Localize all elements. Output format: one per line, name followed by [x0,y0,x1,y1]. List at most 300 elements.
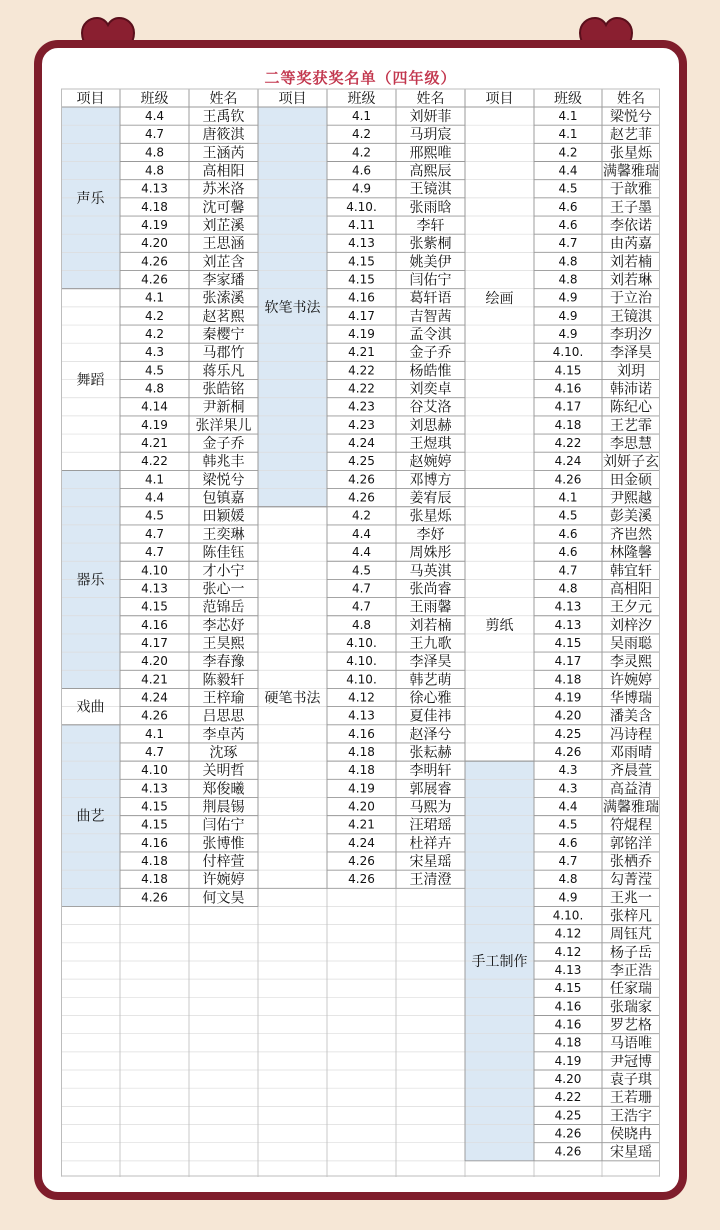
class-cell: 4.9 [558,290,578,305]
name-cell: 王镜淇 [610,308,652,325]
name-cell: 张博惟 [202,835,245,852]
class-cell: 4.6 [558,526,578,541]
class-cell: 4.12 [554,926,582,941]
class-cell: 4.18 [348,744,375,759]
name-cell: 姚美伊 [409,254,452,271]
column-header: 姓名 [209,91,238,107]
class-cell: 4.7 [558,853,578,868]
category-label: 软笔书法 [264,299,321,316]
class-cell: 4.23 [348,417,375,432]
name-cell: 刘妍菲 [409,109,452,125]
class-cell: 4.8 [558,872,578,887]
award-table [61,64,660,1177]
name-cell: 李家璠 [202,272,245,289]
class-cell: 4.1 [558,490,578,505]
class-cell: 4.2 [351,508,372,523]
class-cell: 4.26 [141,890,168,905]
name-cell: 沈琢 [209,744,238,761]
class-cell: 4.4 [351,526,372,541]
name-cell: 张皓铭 [202,381,245,398]
name-cell: 李思慧 [610,436,652,453]
class-cell: 4.7 [144,744,165,759]
name-cell: 满馨雅瑞 [603,163,659,180]
name-cell: 张紫桐 [409,236,452,253]
class-cell: 4.24 [348,835,375,850]
name-cell: 高熙辰 [409,163,452,180]
class-cell: 4.15 [141,799,168,814]
name-cell: 陈纪心 [610,399,652,416]
name-cell: 韩艺萌 [409,672,452,689]
name-cell: 罗艺格 [610,1017,652,1034]
name-cell: 王思涵 [202,236,245,253]
name-cell: 勾菁滢 [610,872,652,889]
name-cell: 于歆雅 [610,181,652,198]
name-cell: 李明轩 [409,763,452,780]
class-cell: 4.19 [141,417,168,432]
class-cell: 4.15 [141,599,168,614]
category-label: 曲艺 [76,808,105,825]
class-cell: 4.7 [558,236,578,251]
class-cell: 4.17 [554,399,582,414]
class-cell: 4.14 [141,399,168,414]
name-cell: 夏佳祎 [409,708,452,725]
class-cell: 4.7 [144,526,165,541]
name-cell: 范锦岳 [202,599,245,616]
name-cell: 蒋乐凡 [202,363,245,380]
category-label: 硬笔书法 [264,690,321,707]
class-cell: 4.7 [558,563,578,578]
name-cell: 苏米洛 [202,181,245,198]
class-cell: 4.22 [141,454,168,469]
class-cell: 4.17 [348,308,375,323]
name-cell: 王奕琳 [202,526,245,543]
class-cell: 4.8 [351,617,372,632]
class-cell: 4.19 [348,781,375,796]
class-cell: 4.26 [348,853,375,868]
name-cell: 郭铭洋 [610,835,652,852]
class-cell: 4.16 [348,290,375,305]
name-cell: 马熙为 [409,799,452,816]
name-cell: 杨皓惟 [409,363,452,380]
name-cell: 李灵熙 [610,654,652,671]
name-cell: 王若珊 [610,1090,652,1107]
class-cell: 4.26 [554,744,582,759]
class-cell: 4.26 [554,1126,582,1141]
class-cell: 4.15 [554,981,582,996]
class-cell: 4.18 [554,1035,582,1050]
class-cell: 4.16 [554,1017,582,1032]
class-cell: 4.4 [351,545,372,560]
class-cell: 4.21 [348,817,375,832]
name-cell: 韩兆丰 [202,454,245,471]
class-cell: 4.7 [144,545,165,560]
name-cell: 满馨雅瑞 [603,799,659,816]
name-cell: 张溹溪 [202,290,245,307]
class-cell: 4.3 [558,763,578,778]
name-cell: 林隆馨 [610,545,652,562]
class-cell: 4.1 [144,472,165,487]
name-cell: 王雨馨 [409,599,452,616]
name-cell: 赵艺菲 [610,127,652,144]
name-cell: 吕思思 [202,708,245,725]
class-cell: 4.26 [348,872,375,887]
name-cell: 袁子琪 [610,1072,652,1089]
class-cell: 4.23 [348,399,375,414]
class-cell: 4.2 [351,127,372,142]
name-cell: 马玥宸 [409,127,452,144]
class-cell: 4.2 [144,327,165,342]
class-cell: 4.16 [141,617,168,632]
name-cell: 荆晨锡 [202,799,245,816]
class-cell: 4.4 [144,490,165,505]
name-cell: 李轩 [416,218,445,235]
name-cell: 李正浩 [610,962,652,979]
class-cell: 4.19 [554,690,582,705]
class-cell: 4.6 [558,218,578,233]
class-cell: 4.15 [554,635,582,650]
class-cell: 4.10. [552,908,584,923]
class-cell: 4.16 [348,726,375,741]
class-cell: 4.3 [558,781,578,796]
name-cell: 金子乔 [202,436,245,453]
class-cell: 4.13 [554,617,582,632]
class-cell: 4.20 [554,1072,582,1087]
class-cell: 4.7 [351,581,372,596]
name-cell: 张星烁 [409,508,452,525]
class-cell: 4.18 [141,853,168,868]
class-cell: 4.8 [144,381,165,396]
name-cell: 郭展睿 [409,781,452,798]
class-cell: 4.1 [144,290,165,305]
name-cell: 姜宥辰 [409,490,452,507]
column-header: 姓名 [416,91,445,107]
name-cell: 刘若楠 [610,254,652,271]
name-cell: 谷艾洛 [409,399,452,416]
name-cell: 潘美含 [610,708,652,725]
class-cell: 4.25 [348,454,375,469]
class-cell: 4.3 [144,345,165,360]
class-cell: 4.5 [558,181,578,196]
class-cell: 4.5 [558,817,578,832]
class-cell: 4.17 [554,654,582,669]
name-cell: 付梓萱 [202,853,245,870]
class-cell: 4.6 [558,545,578,560]
name-cell: 高相阳 [610,581,652,598]
column-header: 班级 [140,91,169,107]
class-cell: 4.13 [554,962,582,977]
class-cell: 4.13 [348,708,375,723]
name-cell: 关明哲 [202,763,245,780]
name-cell: 齐晨萱 [610,763,652,780]
name-cell: 梁悦兮 [202,472,245,489]
class-cell: 4.24 [141,690,168,705]
class-cell: 4.20 [554,708,582,723]
name-cell: 尹冠博 [610,1053,652,1070]
class-cell: 4.21 [141,436,168,451]
name-cell: 宋星瑶 [610,1144,652,1161]
name-cell: 高益清 [610,781,652,798]
class-cell: 4.7 [144,127,165,142]
name-cell: 赵泽兮 [409,726,452,743]
name-cell: 张心一 [202,581,245,598]
class-cell: 4.19 [141,218,168,233]
name-cell: 田金硕 [610,472,652,489]
page-title: 二等奖获奖名单（四年级） [264,69,457,87]
name-cell: 秦樱宁 [202,327,245,344]
column-header: 班级 [347,91,376,107]
class-cell: 4.10. [346,654,377,669]
name-cell: 尹熙越 [610,490,652,507]
name-cell: 赵茗熙 [202,308,245,325]
class-cell: 4.9 [351,181,372,196]
name-cell: 宋星瑶 [409,853,452,870]
column-header: 姓名 [617,91,645,107]
name-cell: 刘梓汐 [610,617,652,634]
class-cell: 4.12 [348,690,375,705]
class-cell: 4.26 [348,472,375,487]
class-cell: 4.21 [348,345,375,360]
name-cell: 张星烁 [610,145,652,162]
class-cell: 4.1 [558,109,578,123]
class-cell: 4.1 [144,726,165,741]
name-cell: 闫佑宁 [202,817,245,834]
name-cell: 李泽昊 [409,654,452,671]
class-cell: 4.2 [351,145,372,160]
class-cell: 4.2 [144,308,165,323]
name-cell: 赵婉婷 [409,454,452,471]
class-cell: 4.13 [554,599,582,614]
name-cell: 李玥汐 [610,327,652,344]
name-cell: 马语唯 [610,1035,652,1052]
class-cell: 4.5 [558,508,578,523]
name-cell: 许婉婷 [610,672,652,689]
name-cell: 张栖乔 [610,853,652,870]
class-cell: 4.26 [141,272,168,287]
class-cell: 4.13 [348,236,375,251]
name-cell: 王浩宇 [610,1108,652,1125]
name-cell: 李春豫 [202,654,245,671]
award-sheet [61,64,660,1177]
class-cell: 4.11 [348,218,375,233]
class-cell: 4.10 [141,563,168,578]
class-cell: 4.17 [141,635,168,650]
name-cell: 才小宁 [202,563,245,580]
name-cell: 邢熙唯 [409,145,452,162]
name-cell: 孟令淇 [409,327,452,344]
name-cell: 由芮嘉 [610,236,652,253]
name-cell: 刘玥 [617,363,645,380]
name-cell: 王夕元 [610,599,652,616]
category-label: 剪纸 [485,617,514,634]
name-cell: 韩宜轩 [610,563,652,580]
category-label: 器乐 [76,572,105,589]
name-cell: 李泽昊 [610,345,652,362]
name-cell: 王子墨 [610,199,652,216]
name-cell: 刘若楠 [409,617,452,634]
class-cell: 4.1 [558,127,578,142]
name-cell: 陈佳钰 [202,545,245,562]
name-cell: 汪珺瑶 [409,817,452,834]
class-cell: 4.15 [348,254,375,269]
name-cell: 吴雨聪 [610,635,652,652]
name-cell: 许婉婷 [202,872,245,889]
name-cell: 王九歌 [409,635,452,652]
class-cell: 4.22 [554,1090,582,1105]
name-cell: 符焜程 [610,817,652,834]
name-cell: 刘若琳 [610,272,652,289]
name-cell: 王清澄 [409,872,452,889]
name-cell: 张瑞家 [610,999,652,1016]
class-cell: 4.13 [141,181,168,196]
class-cell: 4.25 [554,1108,582,1123]
name-cell: 田颖媛 [202,508,245,525]
name-cell: 马郡竹 [202,345,245,362]
name-cell: 徐心雅 [409,690,452,707]
name-cell: 王艺霏 [610,417,652,434]
name-cell: 齐岜然 [610,526,652,543]
name-cell: 侯晓冉 [610,1126,652,1143]
class-cell: 4.9 [558,308,578,323]
class-cell: 4.8 [558,581,578,596]
class-cell: 4.8 [144,163,165,178]
class-cell: 4.13 [141,581,168,596]
class-cell: 4.16 [554,381,582,396]
class-cell: 4.10. [552,345,584,360]
name-cell: 唐筱淇 [202,127,245,144]
name-cell: 任家瑞 [610,981,652,998]
class-cell: 4.22 [348,381,375,396]
column-header: 项目 [278,91,307,107]
class-cell: 4.22 [348,363,375,378]
category-label: 戏曲 [76,699,105,716]
name-cell: 梁悦兮 [610,109,652,125]
name-cell: 尹新桐 [202,399,245,416]
name-cell: 李芯妤 [202,617,245,634]
name-cell: 张尚睿 [409,581,452,598]
class-cell: 4.21 [141,672,168,687]
name-cell: 刘妍子玄 [603,454,659,471]
category-label: 声乐 [76,190,105,207]
class-cell: 4.6 [558,199,578,214]
class-cell: 4.26 [554,472,582,487]
class-cell: 4.18 [554,672,582,687]
name-cell: 包镇嘉 [202,490,245,507]
name-cell: 韩沛诺 [610,381,652,398]
class-cell: 4.20 [141,654,168,669]
column-header: 班级 [554,91,582,107]
name-cell: 张洋果儿 [195,417,252,434]
class-cell: 4.12 [554,944,582,959]
name-cell: 王梓瑜 [202,690,245,707]
class-cell: 4.25 [554,726,582,741]
name-cell: 王镜淇 [409,181,452,198]
class-cell: 4.19 [554,1053,582,1068]
class-cell: 4.2 [558,145,578,160]
class-cell: 4.16 [554,999,582,1014]
class-cell: 4.18 [348,763,375,778]
class-cell: 4.7 [351,599,372,614]
class-cell: 4.24 [348,436,375,451]
class-cell: 4.5 [351,563,372,578]
class-cell: 4.8 [558,254,578,269]
name-cell: 何文昊 [202,890,245,907]
name-cell: 王昊熙 [202,635,245,652]
name-cell: 李卓芮 [202,726,245,743]
name-cell: 闫佑宁 [409,272,452,289]
class-cell: 4.26 [141,254,168,269]
name-cell: 王涵芮 [202,145,245,162]
name-cell: 邓博方 [409,472,452,489]
class-cell: 4.1 [351,109,372,123]
class-cell: 4.26 [348,490,375,505]
class-cell: 4.20 [141,236,168,251]
name-cell: 李依诺 [610,218,652,235]
class-cell: 4.26 [141,708,168,723]
name-cell: 沈可馨 [202,199,245,216]
category-label: 手工制作 [471,953,528,970]
name-cell: 王煜琪 [409,436,452,453]
name-cell: 吉智茜 [409,308,452,325]
class-cell: 4.4 [558,799,578,814]
name-cell: 王禹钦 [202,109,245,125]
name-cell: 华博瑞 [610,690,652,707]
name-cell: 陈毅轩 [202,672,245,689]
class-cell: 4.9 [558,890,578,905]
name-cell: 张耘赫 [409,744,452,761]
name-cell: 刘奕卓 [409,381,452,398]
class-cell: 4.15 [348,272,375,287]
name-cell: 杜祥卉 [409,835,452,852]
class-cell: 4.15 [554,363,582,378]
name-cell: 于立治 [610,290,652,307]
name-cell: 张梓凡 [610,908,652,925]
class-cell: 4.8 [144,145,165,160]
name-cell: 王兆一 [610,890,652,907]
class-cell: 4.20 [348,799,375,814]
class-cell: 4.18 [554,417,582,432]
class-cell: 4.15 [141,817,168,832]
class-cell: 4.22 [554,436,582,451]
name-cell: 邓雨晴 [610,744,652,761]
category-label: 舞蹈 [76,372,105,389]
class-cell: 4.10 [141,763,168,778]
name-cell: 马英淇 [409,563,452,580]
name-cell: 张雨晗 [409,199,452,216]
name-cell: 葛轩语 [409,290,452,307]
class-cell: 4.6 [558,835,578,850]
class-cell: 4.16 [141,835,168,850]
name-cell: 周钰芃 [610,926,652,943]
column-header: 项目 [485,91,514,107]
name-cell: 刘芷溪 [202,218,245,235]
name-cell: 高相阳 [202,163,245,180]
name-cell: 刘思赫 [409,417,452,434]
class-cell: 4.9 [558,327,578,342]
class-cell: 4.19 [348,327,375,342]
name-cell: 冯诗程 [610,726,652,743]
class-cell: 4.4 [144,109,165,123]
name-cell: 金子乔 [409,345,452,362]
name-cell: 刘芷含 [202,254,245,271]
name-cell: 周姝彤 [409,545,452,562]
name-cell: 郑俊曦 [202,781,245,798]
class-cell: 4.18 [141,199,168,214]
category-label: 绘画 [485,290,514,307]
class-cell: 4.10. [346,199,377,214]
name-cell: 李妤 [416,526,445,543]
class-cell: 4.5 [144,363,165,378]
class-cell: 4.4 [558,163,578,178]
